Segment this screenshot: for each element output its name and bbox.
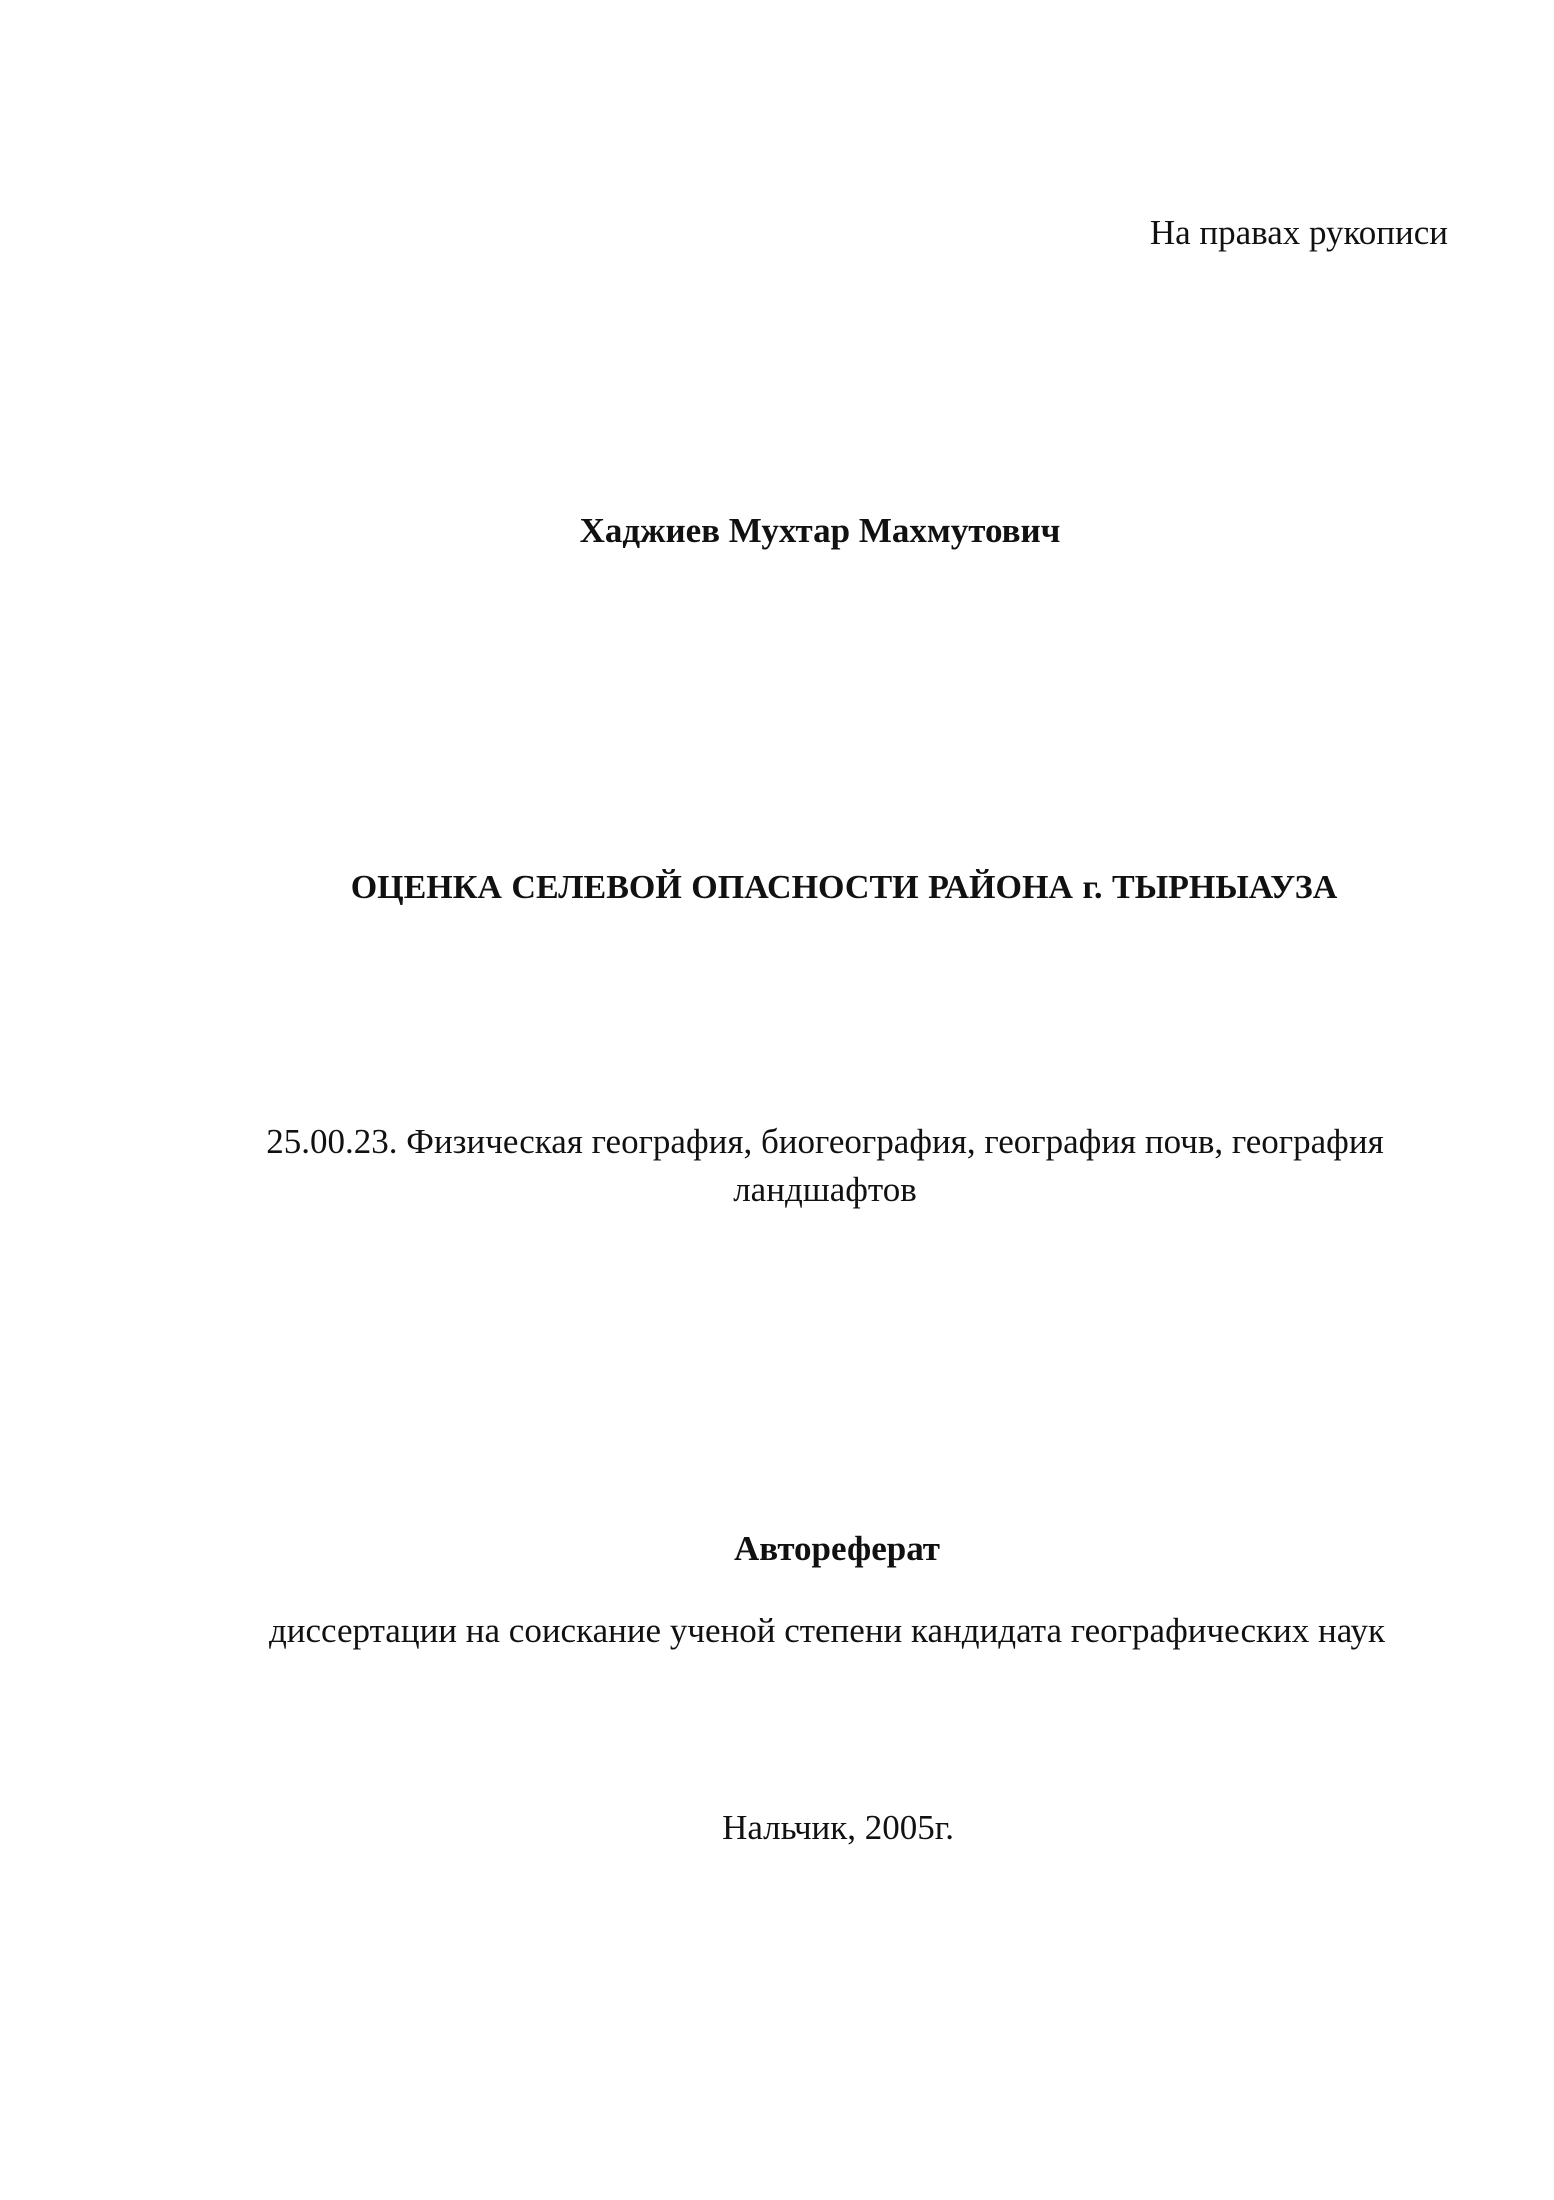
document-title: ОЦЕНКА СЕЛЕВОЙ ОПАСНОСТИ РАЙОНА г. ТЫРНЫАУЗА [350, 869, 1338, 906]
specialty-block [0, 1118, 1554, 1214]
specialty-line-1: 25.00.23. Физическая география, биогеография, география почв, география [266, 1122, 1384, 1161]
manuscript-notice: На правах рукописи [1149, 213, 1448, 252]
author-name: Хаджиев Мухтар Махмутович [579, 511, 1061, 550]
specialty-line-2: ландшафтов [733, 1170, 917, 1209]
document-type-heading: Автореферат [734, 1529, 940, 1568]
place-and-year: Нальчик, 2005г. [722, 1808, 954, 1847]
dissertation-description: диссертации на соискание ученой степени кандидата географических наук [268, 1611, 1386, 1650]
